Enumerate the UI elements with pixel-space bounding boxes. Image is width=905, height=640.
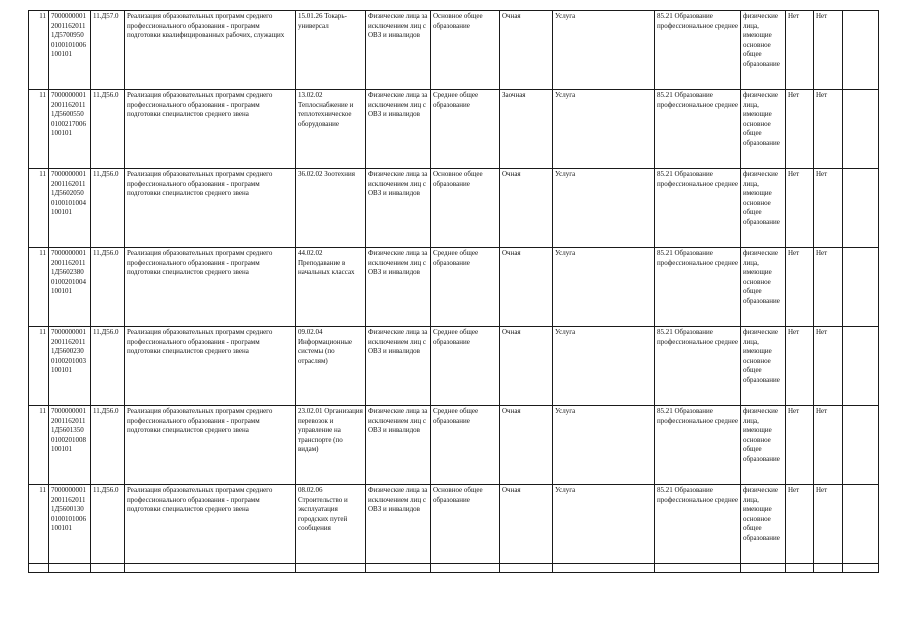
recipients: физические лица, имеющие основное общее образование: [741, 90, 786, 169]
recipients: физические лица, имеющие основное общее образование: [741, 406, 786, 485]
table-row-continuation: [29, 564, 879, 573]
table-row: [29, 406, 879, 485]
registry-number: 7000000001 2001162011 1Д5700950 0100101006 100101: [49, 11, 91, 90]
registry-number: 7000000001 2001162011 1Д5601350 0100201008 100101: [49, 406, 91, 485]
flag-cell: Нет: [786, 11, 814, 90]
service-code: 11.Д56.0: [91, 485, 125, 564]
specialty: 13.02.02 Теплоснабжение и теплотехническое оборудование: [296, 90, 366, 169]
empty-cell: [49, 564, 91, 573]
services-register-table: [28, 10, 879, 573]
okved-activity: 85.21 Образование профессиональное среднее: [655, 11, 741, 90]
empty-cell: [500, 564, 553, 573]
empty-cell: [843, 406, 879, 485]
service-code: 11.Д57.0: [91, 11, 125, 90]
service-code: 11.Д56.0: [91, 248, 125, 327]
service-type: Услуга: [553, 90, 655, 169]
row-number: 11: [29, 11, 49, 90]
empty-cell: [843, 90, 879, 169]
prior-education: Основное общее образование: [431, 11, 500, 90]
prior-education: Основное общее образование: [431, 485, 500, 564]
consumer-category: Физические лица за исключением лиц с ОВЗ и инвалидов: [366, 406, 431, 485]
okved-activity: 85.21 Образование профессиональное среднее: [655, 406, 741, 485]
flag-cell: Нет: [786, 327, 814, 406]
okved-activity: 85.21 Образование профессиональное среднее: [655, 327, 741, 406]
consumer-category: Физические лица за исключением лиц с ОВЗ и инвалидов: [366, 248, 431, 327]
empty-cell: [741, 564, 786, 573]
program-name: Реализация образовательных программ среднего профессионального образования - программ подготовки специалистов среднего звена: [125, 248, 296, 327]
program-name: Реализация образовательных программ среднего профессионального образования - программ подготовки специалистов среднего звена: [125, 90, 296, 169]
flag-cell: Нет: [814, 169, 843, 248]
prior-education: Среднее общее образование: [431, 90, 500, 169]
registry-number: 7000000001 2001162011 1Д5600130 0100101006 100101: [49, 485, 91, 564]
row-number: 11: [29, 90, 49, 169]
consumer-category: Физические лица за исключением лиц с ОВЗ и инвалидов: [366, 11, 431, 90]
specialty: 36.02.02 Зоотехния: [296, 169, 366, 248]
study-form: Очная: [500, 169, 553, 248]
study-form: Очная: [500, 406, 553, 485]
service-type: Услуга: [553, 248, 655, 327]
table-row: [29, 169, 879, 248]
prior-education: Среднее общее образование: [431, 327, 500, 406]
table-row: [29, 485, 879, 564]
empty-cell: [843, 485, 879, 564]
specialty: 44.02.02 Преподавание в начальных классах: [296, 248, 366, 327]
specialty: 15.01.26 Токарь-универсал: [296, 11, 366, 90]
registry-number: 7000000001 2001162011 1Д5602380 0100201004 100101: [49, 248, 91, 327]
flag-cell: Нет: [814, 11, 843, 90]
recipients: физические лица, имеющие основное общее образование: [741, 11, 786, 90]
consumer-category: Физические лица за исключением лиц с ОВЗ и инвалидов: [366, 169, 431, 248]
empty-cell: [843, 11, 879, 90]
empty-cell: [29, 564, 49, 573]
prior-education: Среднее общее образование: [431, 248, 500, 327]
row-number: 11: [29, 248, 49, 327]
consumer-category: Физические лица за исключением лиц с ОВЗ и инвалидов: [366, 90, 431, 169]
empty-cell: [296, 564, 366, 573]
row-number: 11: [29, 406, 49, 485]
service-code: 11.Д56.0: [91, 327, 125, 406]
program-name: Реализация образовательных программ среднего профессионального образования - программ подготовки квалифицированных рабочих, служащих: [125, 11, 296, 90]
empty-cell: [843, 248, 879, 327]
program-name: Реализация образовательных программ среднего профессионального образования - программ подготовки специалистов среднего звена: [125, 406, 296, 485]
empty-cell: [786, 564, 814, 573]
recipients: физические лица, имеющие основное общее образование: [741, 485, 786, 564]
row-number: 11: [29, 327, 49, 406]
row-number: 11: [29, 485, 49, 564]
empty-cell: [843, 169, 879, 248]
flag-cell: Нет: [814, 248, 843, 327]
flag-cell: Нет: [786, 406, 814, 485]
flag-cell: Нет: [814, 485, 843, 564]
empty-cell: [655, 564, 741, 573]
consumer-category: Физические лица за исключением лиц с ОВЗ и инвалидов: [366, 485, 431, 564]
okved-activity: 85.21 Образование профессиональное среднее: [655, 485, 741, 564]
service-code: 11.Д56.0: [91, 169, 125, 248]
table-row: [29, 11, 879, 90]
program-name: Реализация образовательных программ среднего профессионального образования - программ подготовки специалистов среднего звена: [125, 327, 296, 406]
registry-number: 7000000001 2001162011 1Д5602050 0100101004 100101: [49, 169, 91, 248]
okved-activity: 85.21 Образование профессиональное среднее: [655, 248, 741, 327]
empty-cell: [843, 327, 879, 406]
specialty: 09.02.04 Информационные системы (по отраслям): [296, 327, 366, 406]
empty-cell: [431, 564, 500, 573]
specialty: 23.02.01 Организация перевозок и управление на транспорте (по видам): [296, 406, 366, 485]
study-form: Очная: [500, 327, 553, 406]
specialty: 08.02.06 Строительство и эксплуатация городских путей сообщения: [296, 485, 366, 564]
prior-education: Основное общее образование: [431, 169, 500, 248]
flag-cell: Нет: [814, 327, 843, 406]
okved-activity: 85.21 Образование профессиональное среднее: [655, 169, 741, 248]
flag-cell: Нет: [814, 90, 843, 169]
program-name: Реализация образовательных программ среднего профессионального образования - программ подготовки специалистов среднего звена: [125, 169, 296, 248]
study-form: Очная: [500, 248, 553, 327]
consumer-category: Физические лица за исключением лиц с ОВЗ и инвалидов: [366, 327, 431, 406]
table-row: [29, 90, 879, 169]
flag-cell: Нет: [786, 169, 814, 248]
service-type: Услуга: [553, 11, 655, 90]
row-number: 11: [29, 169, 49, 248]
empty-cell: [125, 564, 296, 573]
registry-number: 7000000001 2001162011 1Д5600550 0100217006 100101: [49, 90, 91, 169]
empty-cell: [91, 564, 125, 573]
recipients: физические лица, имеющие основное общее образование: [741, 327, 786, 406]
okved-activity: 85.21 Образование профессиональное среднее: [655, 90, 741, 169]
table-row: [29, 327, 879, 406]
table-row: [29, 248, 879, 327]
recipients: физические лица, имеющие основное общее образование: [741, 169, 786, 248]
service-type: Услуга: [553, 169, 655, 248]
service-type: Услуга: [553, 485, 655, 564]
study-form: Заочная: [500, 90, 553, 169]
empty-cell: [814, 564, 843, 573]
empty-cell: [843, 564, 879, 573]
registry-number: 7000000001 2001162011 1Д5600230 0100201003 100101: [49, 327, 91, 406]
service-code: 11.Д56.0: [91, 406, 125, 485]
recipients: физические лица, имеющие основное общее образование: [741, 248, 786, 327]
prior-education: Среднее общее образование: [431, 406, 500, 485]
program-name: Реализация образовательных программ среднего профессионального образования - программ подготовки специалистов среднего звена: [125, 485, 296, 564]
service-type: Услуга: [553, 406, 655, 485]
flag-cell: Нет: [786, 90, 814, 169]
flag-cell: Нет: [786, 248, 814, 327]
flag-cell: Нет: [814, 406, 843, 485]
study-form: Очная: [500, 485, 553, 564]
service-code: 11.Д56.0: [91, 90, 125, 169]
flag-cell: Нет: [786, 485, 814, 564]
service-type: Услуга: [553, 327, 655, 406]
empty-cell: [553, 564, 655, 573]
empty-cell: [366, 564, 431, 573]
study-form: Очная: [500, 11, 553, 90]
